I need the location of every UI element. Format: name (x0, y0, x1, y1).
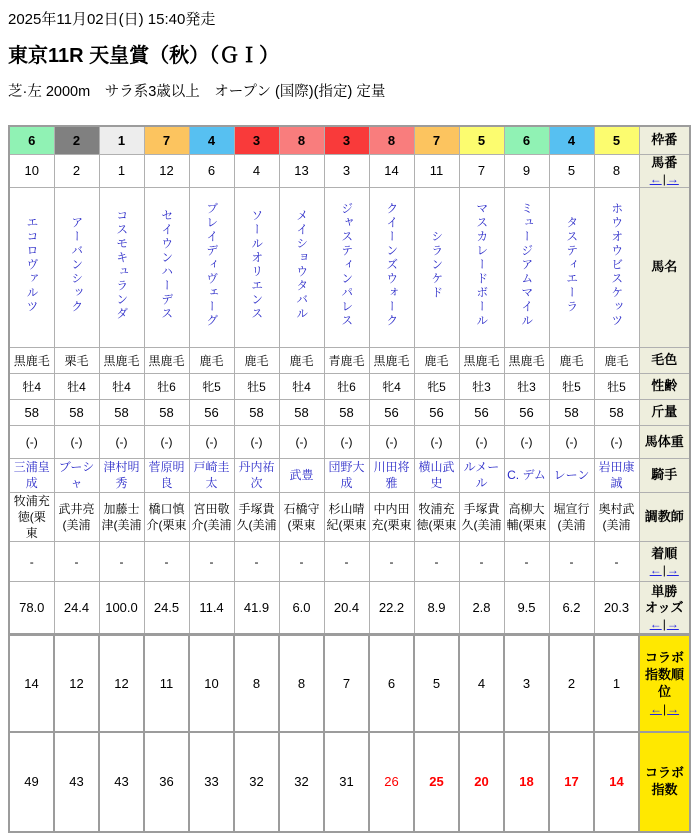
odds-cell: 24.4 (54, 582, 99, 635)
umaban-cell: 7 (459, 154, 504, 187)
odds-cell: 24.5 (144, 582, 189, 635)
body_weight-cell: (-) (54, 425, 99, 458)
horse-name-link[interactable]: ホウオウビスケッツ (609, 201, 624, 328)
horse-name-link[interactable]: ソールオリエンス (249, 208, 264, 321)
jockey-cell (549, 458, 594, 492)
weight-cell: 58 (9, 399, 54, 425)
row-body_weight (9, 425, 690, 458)
jockey-cell (234, 458, 279, 492)
waku-cell: 7 (144, 126, 189, 154)
coat-cell: 黒鹿毛 (459, 347, 504, 373)
body_weight-cell: (-) (99, 425, 144, 458)
umaban-cell: 1 (99, 154, 144, 187)
horse-name-link[interactable]: エコロヴァルツ (25, 215, 40, 314)
waku-cell: 3 (234, 126, 279, 154)
waku-cell: 8 (369, 126, 414, 154)
name-cell (369, 187, 414, 347)
index-cell: 17 (549, 732, 594, 832)
row-rank (9, 635, 690, 732)
odds-cell: 20.4 (324, 582, 369, 635)
arrow-right-link[interactable]: → (667, 701, 680, 716)
trainer-cell: 手塚貴久(美浦 (459, 492, 504, 542)
sex_age-cell: 牡5 (594, 373, 639, 399)
index-cell: 20 (459, 732, 504, 832)
name-cell (9, 187, 54, 347)
rank-cell: 6 (369, 635, 414, 732)
umaban-cell: 2 (54, 154, 99, 187)
rank-cell: 1 (594, 635, 639, 732)
finish-cell: - (54, 542, 99, 582)
index-cell: 14 (594, 732, 639, 832)
waku-cell: 6 (504, 126, 549, 154)
trainer-cell: 高柳大輔(栗東 (504, 492, 549, 542)
waku-cell: 4 (189, 126, 234, 154)
jockey-cell (504, 458, 549, 492)
umaban-cell: 14 (369, 154, 414, 187)
row-name (9, 187, 690, 347)
row-finish (9, 542, 690, 582)
sex_age-cell: 牝4 (369, 373, 414, 399)
finish-cell: - (594, 542, 639, 582)
weight-cell: 58 (549, 399, 594, 425)
jockey-cell (279, 458, 324, 492)
row-label-waku: 枠番 (639, 126, 690, 154)
index-cell: 26 (369, 732, 414, 832)
trainer-cell: 橋口慎介(栗東 (144, 492, 189, 542)
jockey-link[interactable]: 三浦皇成 (13, 460, 50, 491)
weight-cell: 56 (504, 399, 549, 425)
index-cell: 43 (99, 732, 144, 832)
sex_age-cell: 牡3 (459, 373, 504, 399)
row-label-weight: 斤量 (639, 399, 690, 425)
jockey-link[interactable]: ルメール (463, 460, 500, 491)
index-cell: 32 (279, 732, 324, 832)
race-title: 東京11R 天皇賞（秋）（ＧＩ） (8, 45, 280, 67)
sex_age-cell: 牡5 (234, 373, 279, 399)
body_weight-cell: (-) (594, 425, 639, 458)
scroll-arrows (640, 617, 690, 632)
jockey-link[interactable]: 川田将雅 (373, 460, 410, 491)
body_weight-cell: (-) (144, 425, 189, 458)
name-cell (279, 187, 324, 347)
sex_age-cell: 牡4 (279, 373, 324, 399)
row-label-rank: コラボ 指数順位 ←|→ (639, 635, 690, 732)
row-label-jockey: 騎手 (639, 458, 690, 492)
waku-cell: 6 (9, 126, 54, 154)
horse-name-link[interactable]: タスティエーラ (564, 215, 579, 314)
row-odds (9, 582, 690, 635)
row-label-trainer: 調教師 (639, 492, 690, 542)
index-cell: 31 (324, 732, 369, 832)
name-cell (54, 187, 99, 347)
name-cell (459, 187, 504, 347)
umaban-cell: 13 (279, 154, 324, 187)
trainer-cell: 牧浦充徳(栗東 (414, 492, 459, 542)
jockey-link[interactable]: 戸崎圭太 (193, 460, 230, 491)
row-label-name: 馬名 (639, 187, 690, 347)
sex_age-cell: 牝5 (414, 373, 459, 399)
index-cell: 25 (414, 732, 459, 832)
jockey-link[interactable]: 団野大成 (328, 460, 365, 491)
umaban-cell: 11 (414, 154, 459, 187)
jockey-link[interactable]: C. デム (507, 468, 546, 483)
odds-cell: 11.4 (189, 582, 234, 635)
body_weight-cell: (-) (549, 425, 594, 458)
umaban-cell: 5 (549, 154, 594, 187)
arrow-right-link[interactable]: → (666, 617, 679, 632)
waku-cell: 5 (594, 126, 639, 154)
odds-cell: 41.9 (234, 582, 279, 635)
odds-cell: 20.3 (594, 582, 639, 635)
body_weight-cell: (-) (324, 425, 369, 458)
arrow-separator: | (662, 562, 666, 577)
arrow-separator: | (662, 171, 666, 186)
race-entries-table (8, 125, 691, 833)
name-cell (234, 187, 279, 347)
rank-cell: 12 (54, 635, 99, 732)
index-cell: 32 (234, 732, 279, 832)
waku-cell: 5 (459, 126, 504, 154)
umaban-cell: 10 (9, 154, 54, 187)
horse-name-link[interactable]: セイウンハーデス (159, 208, 174, 321)
trainer-cell: 牧浦充徳(栗東 (9, 492, 54, 542)
row-umaban (9, 154, 690, 187)
weight-cell: 58 (99, 399, 144, 425)
name-cell (504, 187, 549, 347)
horse-name-link[interactable]: ジャスティンパレス (339, 201, 354, 328)
weight-cell: 56 (189, 399, 234, 425)
jockey-link[interactable]: 岩田康誠 (598, 460, 635, 491)
index-cell: 43 (54, 732, 99, 832)
sex_age-cell: 牡3 (504, 373, 549, 399)
finish-cell: - (279, 542, 324, 582)
coat-cell: 鹿毛 (279, 347, 324, 373)
scroll-arrows (640, 563, 690, 578)
coat-cell: 黒鹿毛 (144, 347, 189, 373)
row-jockey (9, 458, 690, 492)
jockey-link[interactable]: 菅原明良 (148, 460, 185, 491)
row-coat (9, 347, 690, 373)
rank-cell: 8 (234, 635, 279, 732)
trainer-cell: 宮田敬介(美浦 (189, 492, 234, 542)
horse-name-link[interactable]: ミュージアムマイル (519, 201, 534, 328)
row-label-sex_age: 性齢 (639, 373, 690, 399)
body_weight-cell: (-) (9, 425, 54, 458)
body_weight-cell: (-) (369, 425, 414, 458)
jockey-cell (189, 458, 234, 492)
weight-cell: 58 (594, 399, 639, 425)
arrow-separator: | (662, 701, 667, 716)
horse-name-link[interactable]: ブレイディヴェーグ (204, 201, 219, 328)
umaban-cell: 9 (504, 154, 549, 187)
coat-cell: 黒鹿毛 (9, 347, 54, 373)
rank-cell: 11 (144, 635, 189, 732)
sex_age-cell: 牝5 (189, 373, 234, 399)
coat-cell: 黒鹿毛 (369, 347, 414, 373)
row-label-coat: 毛色 (639, 347, 690, 373)
horse-name-link[interactable]: メイショウタバル (294, 208, 309, 321)
coat-cell: 鹿毛 (549, 347, 594, 373)
trainer-cell: 堀宣行(美浦 (549, 492, 594, 542)
arrow-left-link[interactable]: ← (649, 562, 662, 577)
trainer-cell: 加藤士津(美浦 (99, 492, 144, 542)
jockey-cell (324, 458, 369, 492)
waku-cell: 8 (279, 126, 324, 154)
weight-cell: 56 (459, 399, 504, 425)
body_weight-cell: (-) (189, 425, 234, 458)
umaban-cell: 4 (234, 154, 279, 187)
waku-cell: 2 (54, 126, 99, 154)
finish-cell: - (459, 542, 504, 582)
finish-cell: - (324, 542, 369, 582)
umaban-cell: 3 (324, 154, 369, 187)
waku-cell: 1 (99, 126, 144, 154)
waku-cell: 7 (414, 126, 459, 154)
waku-cell: 4 (549, 126, 594, 154)
arrow-right-link[interactable]: → (666, 562, 679, 577)
umaban-cell: 6 (189, 154, 234, 187)
sex_age-cell: 牡6 (324, 373, 369, 399)
sex_age-cell: 牡4 (9, 373, 54, 399)
row-trainer (9, 492, 690, 542)
rank-cell: 4 (459, 635, 504, 732)
coat-cell: 鹿毛 (594, 347, 639, 373)
coat-cell: 青鹿毛 (324, 347, 369, 373)
arrow-right-link[interactable]: → (666, 171, 679, 186)
coat-cell: 鹿毛 (234, 347, 279, 373)
name-cell (99, 187, 144, 347)
finish-cell: - (549, 542, 594, 582)
umaban-cell: 8 (594, 154, 639, 187)
jockey-link[interactable]: 丹内祐次 (238, 460, 275, 491)
race-datetime: 2025年11月02日(日) 15:40発走 (8, 11, 216, 28)
finish-cell: - (504, 542, 549, 582)
coat-cell: 鹿毛 (414, 347, 459, 373)
trainer-cell: 武井亮(美浦 (54, 492, 99, 542)
rank-cell: 12 (99, 635, 144, 732)
odds-cell: 78.0 (9, 582, 54, 635)
jockey-cell (414, 458, 459, 492)
horse-name-link[interactable]: クイーンズウォーク (384, 201, 399, 328)
name-cell (324, 187, 369, 347)
coat-cell: 栗毛 (54, 347, 99, 373)
finish-cell: - (234, 542, 279, 582)
index-cell: 33 (189, 732, 234, 832)
weight-cell: 56 (414, 399, 459, 425)
rank-cell: 2 (549, 635, 594, 732)
name-cell (594, 187, 639, 347)
rank-cell: 3 (504, 635, 549, 732)
trainer-cell: 中内田充(栗東 (369, 492, 414, 542)
index-cell: 18 (504, 732, 549, 832)
trainer-cell: 奥村武(美浦 (594, 492, 639, 542)
name-cell (414, 187, 459, 347)
row-sex_age (9, 373, 690, 399)
jockey-cell (369, 458, 414, 492)
horse-name-link[interactable]: コスモキュランダ (114, 208, 129, 321)
odds-cell: 2.8 (459, 582, 504, 635)
jockey-cell (99, 458, 144, 492)
arrow-left-link[interactable]: ← (649, 617, 662, 632)
index-cell: 36 (144, 732, 189, 832)
row-waku (9, 126, 690, 154)
coat-cell: 黒鹿毛 (504, 347, 549, 373)
row-label-odds: 単勝 オッズ ←|→ (639, 582, 690, 635)
odds-cell: 9.5 (504, 582, 549, 635)
row-weight (9, 399, 690, 425)
body_weight-cell: (-) (414, 425, 459, 458)
coat-cell: 黒鹿毛 (99, 347, 144, 373)
weight-cell: 58 (279, 399, 324, 425)
body_weight-cell: (-) (459, 425, 504, 458)
weight-cell: 56 (369, 399, 414, 425)
weight-cell: 58 (324, 399, 369, 425)
arrow-separator: | (662, 617, 666, 632)
jockey-cell (9, 458, 54, 492)
rank-cell: 7 (324, 635, 369, 732)
jockey-cell (459, 458, 504, 492)
weight-cell: 58 (234, 399, 279, 425)
weight-cell: 58 (54, 399, 99, 425)
arrow-left-link[interactable]: ← (649, 701, 662, 716)
finish-cell: - (369, 542, 414, 582)
finish-cell: - (144, 542, 189, 582)
horse-name-link[interactable]: マスカレードボール (474, 201, 489, 328)
row-label-finish: 着順 ←|→ (639, 542, 690, 582)
sex_age-cell: 牡5 (549, 373, 594, 399)
rank-cell: 14 (9, 635, 54, 732)
jockey-link[interactable]: レーン (553, 468, 590, 483)
jockey-link[interactable]: 横山武史 (418, 460, 455, 491)
finish-cell: - (99, 542, 144, 582)
finish-cell: - (414, 542, 459, 582)
sex_age-cell: 牡4 (54, 373, 99, 399)
rank-cell: 5 (414, 635, 459, 732)
jockey-cell (54, 458, 99, 492)
coat-cell: 鹿毛 (189, 347, 234, 373)
trainer-cell: 手塚貴久(美浦 (234, 492, 279, 542)
trainer-cell: 石橋守(栗東 (279, 492, 324, 542)
jockey-link[interactable]: ブーシャ (58, 460, 95, 491)
odds-cell: 6.0 (279, 582, 324, 635)
row-index (9, 732, 690, 832)
name-cell (549, 187, 594, 347)
row-label-umaban: 馬番 ←|→ (639, 154, 690, 187)
jockey-link[interactable]: 津村明秀 (103, 460, 140, 491)
jockey-cell (144, 458, 189, 492)
name-cell (189, 187, 234, 347)
sex_age-cell: 牡4 (99, 373, 144, 399)
scroll-arrows (640, 702, 689, 718)
finish-cell: - (9, 542, 54, 582)
odds-cell: 6.2 (549, 582, 594, 635)
horse-name-link[interactable]: シランケド (429, 229, 444, 300)
row-label-body_weight: 馬体重 (639, 425, 690, 458)
horse-name-link[interactable]: アーバンシック (69, 215, 84, 314)
waku-cell: 3 (324, 126, 369, 154)
odds-cell: 100.0 (99, 582, 144, 635)
odds-cell: 22.2 (369, 582, 414, 635)
sex_age-cell: 牡6 (144, 373, 189, 399)
umaban-cell: 12 (144, 154, 189, 187)
finish-cell: - (189, 542, 234, 582)
arrow-left-link[interactable]: ← (649, 171, 662, 186)
body_weight-cell: (-) (504, 425, 549, 458)
scroll-arrows (640, 172, 690, 187)
weight-cell: 58 (144, 399, 189, 425)
name-cell (144, 187, 189, 347)
jockey-link[interactable]: 武豊 (289, 468, 314, 483)
rank-cell: 10 (189, 635, 234, 732)
body_weight-cell: (-) (234, 425, 279, 458)
index-cell: 49 (9, 732, 54, 832)
jockey-cell (594, 458, 639, 492)
odds-cell: 8.9 (414, 582, 459, 635)
race-conditions: 芝·左 2000m サラ系3歳以上 オープン (国際)(指定) 定量 (8, 84, 386, 100)
row-label-index: コラボ 指数 (639, 732, 690, 832)
body_weight-cell: (-) (279, 425, 324, 458)
trainer-cell: 杉山晴紀(栗東 (324, 492, 369, 542)
rank-cell: 8 (279, 635, 324, 732)
